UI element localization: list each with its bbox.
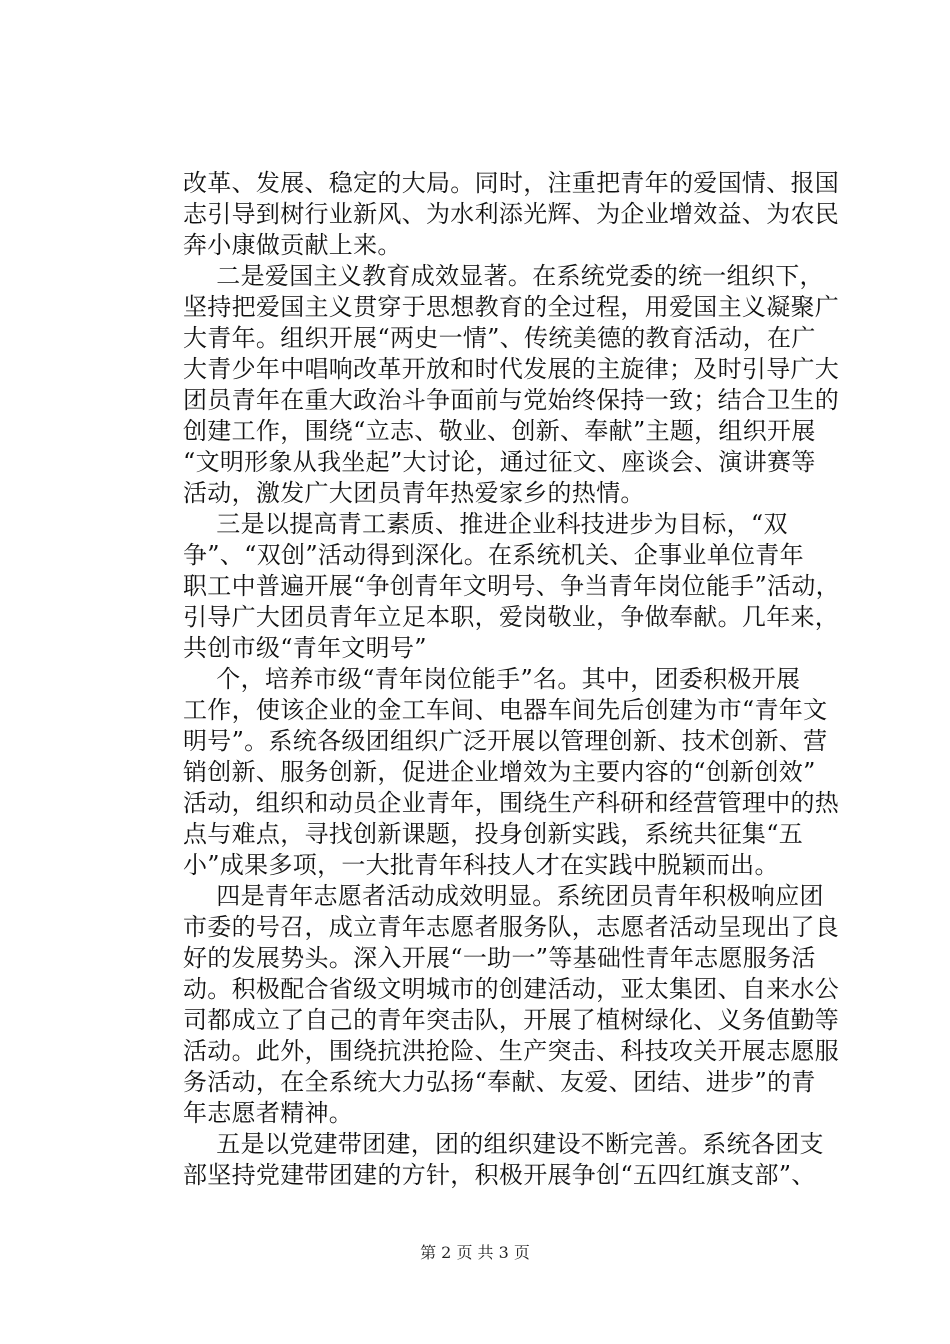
text-line: 创建工作，围绕“立志、敬业、创新、奉献”主题，组织开展 [183,417,816,445]
text-line: 动。积极配合省级文明城市的创建活动，亚太集团、自来水公 [183,975,840,1003]
text-line: 奔小康做贡献上来。 [183,231,402,259]
text-line: 销创新、服务创新，促进企业增效为主要内容的“创新创效” [183,758,816,786]
text-line: 大青年。组织开展“两史一情”、传统美德的教育活动，在广 [183,324,816,352]
text-line: 志引导到树行业新风、为水利添光辉、为企业增效益、为农民 [183,200,840,228]
text-line: 部坚持党建带团建的方针，积极开展争创“五四红旗支部”、 [183,1161,816,1189]
text-line: 争”、“双创”活动得到深化。在系统机关、企事业单位青年 [183,541,804,569]
text-line: 年志愿者精神。 [183,1099,354,1127]
page-number-footer: 第 2 页 共 3 页 [420,1243,530,1262]
text-line: 二是爱国主义教育成效显著。在系统党委的统一组织下， [192,262,824,290]
text-line: 务活动，在全系统大力弘扬“奉献、友爱、团结、进步”的青 [183,1068,816,1096]
document-body [183,168,843,1191]
text-line: 个，培养市级“青年岗位能手”名。其中，团委积极开展 [192,665,801,693]
text-line: 团员青年在重大政治斗争面前与党始终保持一致；结合卫生的 [183,386,840,414]
text-line: 四是青年志愿者活动成效明显。系统团员青年积极响应团 [192,882,824,910]
text-line: 明号”。系统各级团组织广泛开展以管理创新、技术创新、营 [183,727,828,755]
text-line: 工作，使该企业的金工车间、电器车间先后创建为市“青年文 [183,696,828,724]
text-line: 活动，组织和动员企业青年，围绕生产科研和经营管理中的热 [183,789,840,817]
text-line: 五是以党建带团建，团的组织建设不断完善。系统各团支 [192,1130,824,1158]
text-line: 三是以提高青工素质、推进企业科技进步为目标，“双 [192,510,788,538]
text-line: 市委的号召，成立青年志愿者服务队，志愿者活动呈现出了良 [183,913,840,941]
text-line: 引导广大团员青年立足本职，爱岗敬业，争做奉献。几年来， [183,603,840,631]
text-line: 好的发展势头。深入开展“一助一”等基础性青年志愿服务活 [183,944,816,972]
text-line: 点与难点，寻找创新课题，投身创新实践，系统共征集“五 [183,820,804,848]
text-line: 坚持把爱国主义贯穿于思想教育的全过程，用爱国主义凝聚广 [183,293,840,321]
text-line: 改革、发展、稳定的大局。同时，注重把青年的爱国情、报国 [183,169,840,197]
text-line: 共创市级“青年文明号” [183,634,427,662]
text-line: 司都成立了自己的青年突击队，开展了植树绿化、义务值勤等 [183,1006,840,1034]
text-line: 活动，激发广大团员青年热爱家乡的热情。 [183,479,645,507]
text-line: 大青少年中唱响改革开放和时代发展的主旋律；及时引导广大 [183,355,840,383]
text-line: “文明形象从我坐起”大讨论，通过征文、座谈会、演讲赛等 [183,448,816,476]
text-line: 小”成果多项，一大批青年科技人才在实践中脱颖而出。 [183,851,779,879]
text-line: 活动。此外，围绕抗洪抢险、生产突击、科技攻关开展志愿服 [183,1037,840,1065]
text-line: 职工中普遍开展“争创青年文明号、争当青年岗位能手”活动， [183,572,840,600]
